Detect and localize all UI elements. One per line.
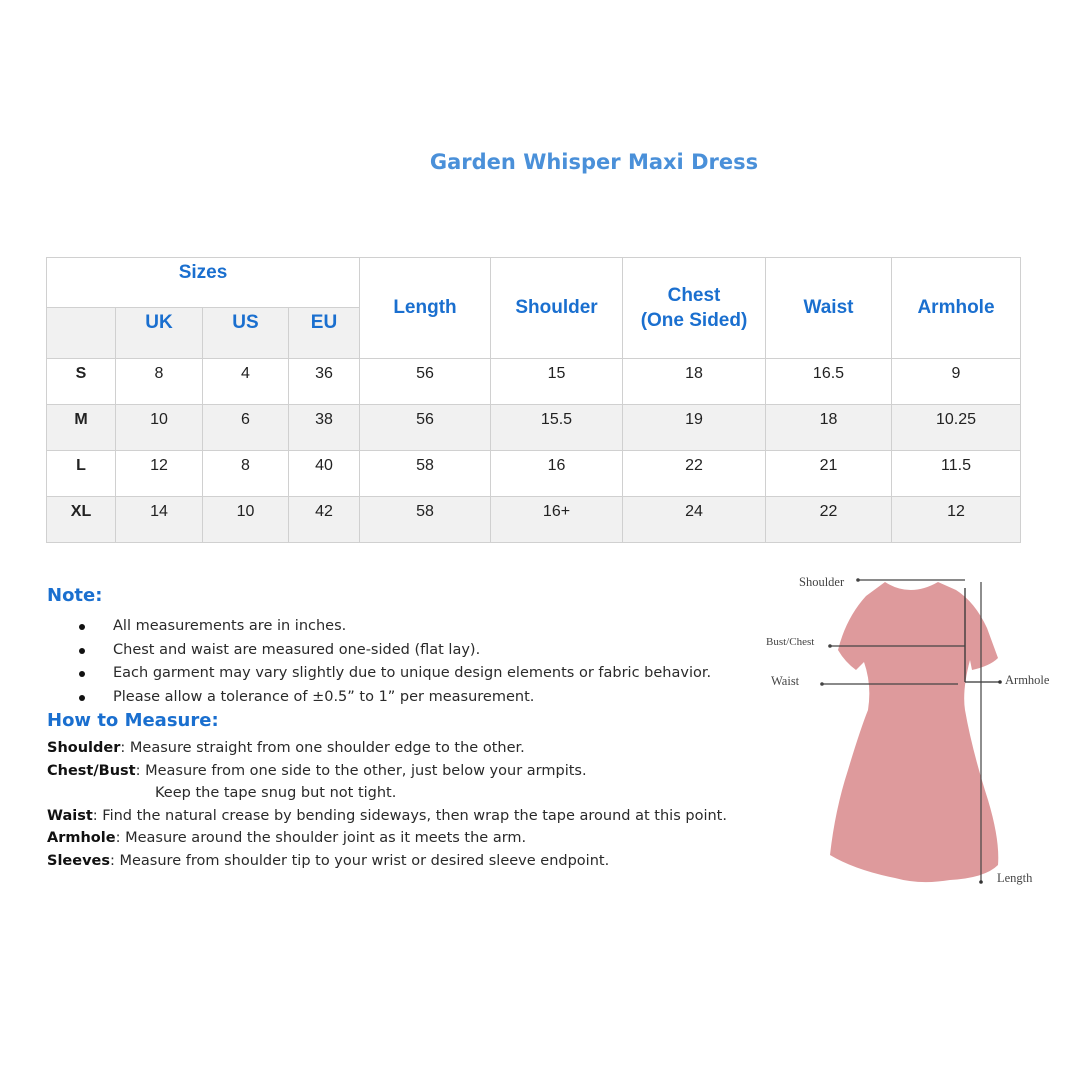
chest-header-line1: Chest [667,285,721,306]
chest-header [623,258,766,359]
measure-waist: Waist: Find the natural crease by bending sideways, then wrap the tape around at this point. [47,807,727,824]
armhole-cell: 10.25 [892,405,1021,451]
length-header: Length [360,258,491,359]
waist-header: Waist [766,258,892,359]
table-row-s [47,359,1021,405]
us-cell: 4 [203,359,289,405]
page-title: Garden Whisper Maxi Dress [429,150,759,174]
bullet-icon [79,624,85,630]
us-header: US [203,308,289,359]
uk-header: UK [116,308,203,359]
measure-sleeves: Sleeves: Measure from shoulder tip to your wrist or desired sleeve endpoint. [47,852,610,869]
size-label-header [47,308,116,359]
bullet-icon [79,671,85,677]
note-item: All measurements are in inches. [76,615,711,639]
uk-cell: 14 [116,497,203,543]
waist-cell: 16.5 [766,359,892,405]
armhole-header: Armhole [892,258,1021,359]
chest-cell: 19 [623,405,766,451]
diagram-label-shoulder: Shoulder [799,575,845,589]
shoulder-header: Shoulder [491,258,623,359]
waist-cell: 22 [766,497,892,543]
table-row-l [47,451,1021,497]
uk-cell: 12 [116,451,203,497]
chest-header-line2: (One Sided) [640,310,748,331]
table-row-m [47,405,1021,451]
diagram-label-armhole: Armhole [1005,673,1050,687]
shoulder-cell: 16+ [491,497,623,543]
length-cell: 56 [360,359,491,405]
size-cell: M [47,405,116,451]
armhole-cell: 11.5 [892,451,1021,497]
armhole-cell: 9 [892,359,1021,405]
how-to-measure-list [47,737,727,872]
chest-cell: 18 [623,359,766,405]
note-list [76,615,711,709]
chest-cell: 24 [623,497,766,543]
eu-header: EU [289,308,360,359]
size-cell: S [47,359,116,405]
length-cell: 58 [360,451,491,497]
us-cell: 8 [203,451,289,497]
measure-shoulder: Shoulder: Measure straight from one shoulder edge to the other. [47,740,525,756]
waist-cell: 21 [766,451,892,497]
chest-cell: 22 [623,451,766,497]
measure-chest: Chest/Bust: Measure from one side to the other, just below your armpits. [47,762,587,779]
note-heading: Note: [47,585,103,606]
note-item: Chest and waist are measured one-sided (flat lay). [76,639,711,663]
us-cell: 6 [203,405,289,451]
dress-illustration-icon [760,570,1070,900]
size-cell: XL [47,497,116,543]
bullet-icon [79,648,85,654]
waist-cell: 18 [766,405,892,451]
eu-cell: 40 [289,451,360,497]
how-to-measure-heading: How to Measure: [47,710,219,731]
diagram-label-waist: Waist [771,674,800,688]
diagram-label-bust: Bust/Chest [766,636,815,648]
armhole-cell: 12 [892,497,1021,543]
sizes-group-header: Sizes [47,258,360,308]
uk-cell: 10 [116,405,203,451]
eu-cell: 42 [289,497,360,543]
dress-measurement-diagram [760,570,1070,900]
note-item: Please allow a tolerance of ±0.5” to 1” per measurement. [76,686,711,710]
diagram-label-length: Length [997,871,1033,885]
length-cell: 56 [360,405,491,451]
table-row-xl [47,497,1021,543]
measure-chest-continuation: Keep the tape snug but not tight. [155,785,397,801]
size-cell: L [47,451,116,497]
size-chart-table [46,257,1021,543]
eu-cell: 36 [289,359,360,405]
shoulder-cell: 15.5 [491,405,623,451]
shoulder-cell: 15 [491,359,623,405]
eu-cell: 38 [289,405,360,451]
length-cell: 58 [360,497,491,543]
bullet-icon [79,695,85,701]
uk-cell: 8 [116,359,203,405]
shoulder-cell: 16 [491,451,623,497]
note-item: Each garment may vary slightly due to unique design elements or fabric behavior. [76,662,711,686]
measure-armhole: Armhole: Measure around the shoulder joint as it meets the arm. [47,830,527,846]
us-cell: 10 [203,497,289,543]
